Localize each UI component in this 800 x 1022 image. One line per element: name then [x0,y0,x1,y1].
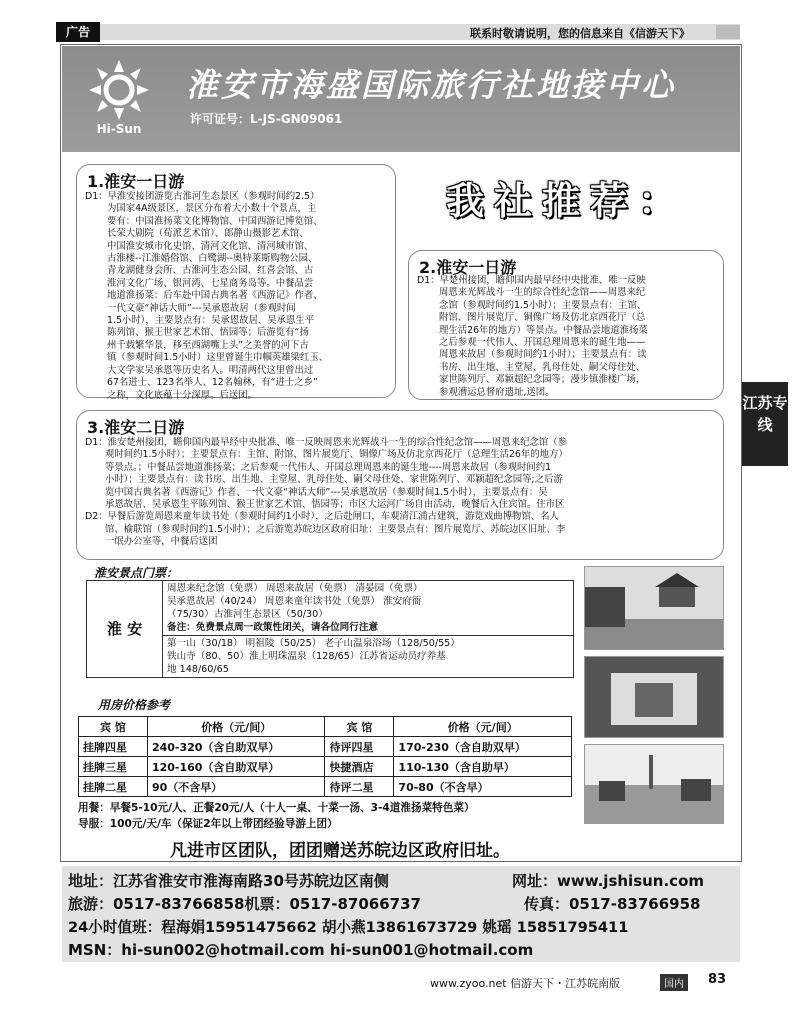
page-title: 淮安市海盛国际旅行社地接中心 [186,66,677,104]
recommend-heading: 我社推荐： [446,178,687,223]
license-number: 许可证号：L-JS-GN09061 [190,112,343,126]
contact-duty: 24小时值班：程海娟15951475662 胡小燕13861673729 姚瑶 15851795411 [68,919,629,936]
tour1-box [76,164,396,401]
tour3-title: 3.淮安二日游 [87,418,185,437]
top-note: 联系时敬请说明，您的信息来自《信游天下》 [470,27,690,40]
table-row: 挂牌二星 90（不含早） 待评二星 70-80（不含早） [79,777,572,797]
contact-tour-phone: 旅游：0517-83766858机票：0517-87066737 [68,895,421,913]
tour1-title: 1.淮安一日游 [87,172,185,191]
guide-note: 导服：100元/天/车（保证2年以上带团经验导游上团） [78,818,338,830]
contact-address: 地址：江苏省淮安市淮海南路30号苏皖边区南侧 [68,872,389,890]
footer-tag: 国内 [660,974,688,991]
table-row: 挂牌四星 240-320（含自助双早） 待评四星 170-230（含自助双早） [79,737,572,757]
footer-text: www.zyoo.net 信游天下・江苏皖南版 [430,977,621,990]
logo-text: Hi-Sun [96,122,142,136]
tickets-group1: 周恩来纪念馆（免票） 周恩来故居（免票） 清晏园（免票） 吴承恩故居（40/24） 周恩来童年读书处（免票） 淮安府衙 （75/30）古淮河生态景区（50/30） 备注：免费景点周一政策性闭关，请各位同行注意 [163,581,574,636]
promo-banner: 凡进市区团队，团团赠送苏皖边区政府旧址。 [170,841,510,861]
contact-fax: 传真：0517-83766958 [524,895,701,913]
tour2-title: 2.淮安一日游 [419,258,517,277]
magazine-logo-icon [716,25,740,39]
contact-msn[interactable]: MSN：hi-sun002@hotmail.com hi-sun001@hotmail.com [68,941,534,959]
tickets-heading: 淮安景点门票： [94,566,179,580]
tickets-group2: 第一山（30/18） 明祖陵（50/25） 老子山温泉浴场（128/50/55） 铁山寺（80、50）淮上明珠温泉（128/65）江苏省运动员疗养基 地 148/60/65 [163,636,574,678]
hotels-heading: 用房价格参考 [98,698,171,712]
tour2-body: D1：早楚州接团，瞻仰国内最早经中央批准、唯一反映 周恩来光辉战斗一生的综合性纪念馆——周恩来纪 念馆（参观时间约1.5小时）；主要景点有：主馆、 附馆、图片展览厅、铜像广场及仿北京西花厅（总 理生活26年的地方）等景点。中餐品尝地道淮扬菜 之后参观一代伟人、开国总理周恩来的诞生地—— 周恩来故居（参观时间约1小时）；主要景点有：读 书房、出生地、主堂屋、乳母住处、嗣父母住处、 家世陈列厅、邓颖超纪念园等；漫步镇淮楼广场， 参观漕运总督府遗址,送团。 [417,275,648,398]
meals-note: 用餐：早餐5-10元/人、正餐20元/人（十人一桌、十菜一汤、3-4道淮扬菜特色菜） [78,802,475,814]
tour3-box [76,410,724,560]
tour3-body: D1：淮安楚州接团，瞻仰国内最早经中央批准、唯一反映周恩来光辉战斗一生的综合性纪念馆——周恩来纪念馆（参 观时间约1.5小时）；主要景点有：主馆、附馆、图片展览厅、铜像广场及仿北京西花厅（总理生活26年的地方） 等景点。；中餐品尝地道淮扬菜；之后参观一代伟人、开国总理周恩来的诞生地----周恩来故居（参观时间约1 小时）；主要景点有：读书房、出生地、主堂屋、乳母住处、嗣父母住处、家世陈列厅、邓颖超纪念园等;之后游 览中国古典名著《西游记》作者、一代文豪“神话大师”---吴承恩故居（参观时间1.5小时），主要景点有：吴 承恩故居、吴承恩生平陈列馆、猴王世家艺术馆、悟园等；市区大运河广场自由活动，晚餐后入住宾馆。住市区 D2：早餐后游览周恩来童年读书处（参观时间约1小时），之后赴闸口，车观清江浦古建筑，游览戏曲博物馆、名人 馆、榆联馆（参观时间约1.5小时）；之后游览苏皖边区政府旧址：主要景点有：图片展览厅、苏皖边区旧址、李 一氓办公室等，中餐后送团 [85,437,568,548]
tickets-table [86,580,574,678]
page-number: 83 [708,972,727,987]
contact-website[interactable]: 网址：www.jshisun.com [512,872,705,890]
photo-hall [584,656,724,738]
tour1-body: D1：早淮安接团游览古淮河生态景区（参观时间约2.5） 为国家4A级景区，景区分布着大小数十个景点，主 要有：中国淮扬菜文化博物馆、中国西游记博览馆、 长荣大剧院（荀派艺术馆）、郎静山摄影艺术馆、 中国淮安城市化史馆、清河文化馆、清河城市馆、 古淮楼--江淮婚俗馆、白鹭湖--奥特莱斯购物公园、 青龙湖健身会所、古淮河生态公园、红喜会馆、古 淮河文化广场、银河湾、七星商务岛等。中餐品尝 地道淮扬菜：后车赴中国古典名著《西游记》作者、 一代文豪“神话大师”---吴承恩故居（参观时间 1.5小时），主要景点有：吴承恩故居、吴承恩生平 陈列馆、猴王世家艺术馆、悟园等；后游览有“扬 州千载繁华景，移至西湖嘴上头”之美誉的河下古 镇（参观时间1.5小时）这里曾诞生巾帼英雄梁红玉、 大文学家吴承恩等历史名人。明清两代这里曾出过 67名进士、123名举人、12名翰林，有“进士之乡” 之称，文化底蕴十分深厚。后送团。 [85,191,329,401]
side-tab: 江苏专线 [742,382,788,466]
hotels-table: 宾 馆 价格（元/间） 宾 馆 价格（元/间） 挂牌四星 240-320（含自助双早） 待评四星 170-230（含自助双早） 挂牌三星 120-160（含自助双早） 快捷酒店 110-130（含自助早） 挂牌二星 90（不含早） 待评二星 70-80（不含早） [78,716,572,797]
tour2-box [408,250,724,400]
photo-statues [584,744,724,824]
table-row: 挂牌三星 120-160（含自助双早） 快捷酒店 110-130（含自助早） [79,757,572,777]
photo-pavilion [584,566,724,650]
sun-logo-icon [86,58,152,122]
ad-tag: 广告 [56,22,100,42]
tickets-city: 淮 安 [87,581,163,678]
